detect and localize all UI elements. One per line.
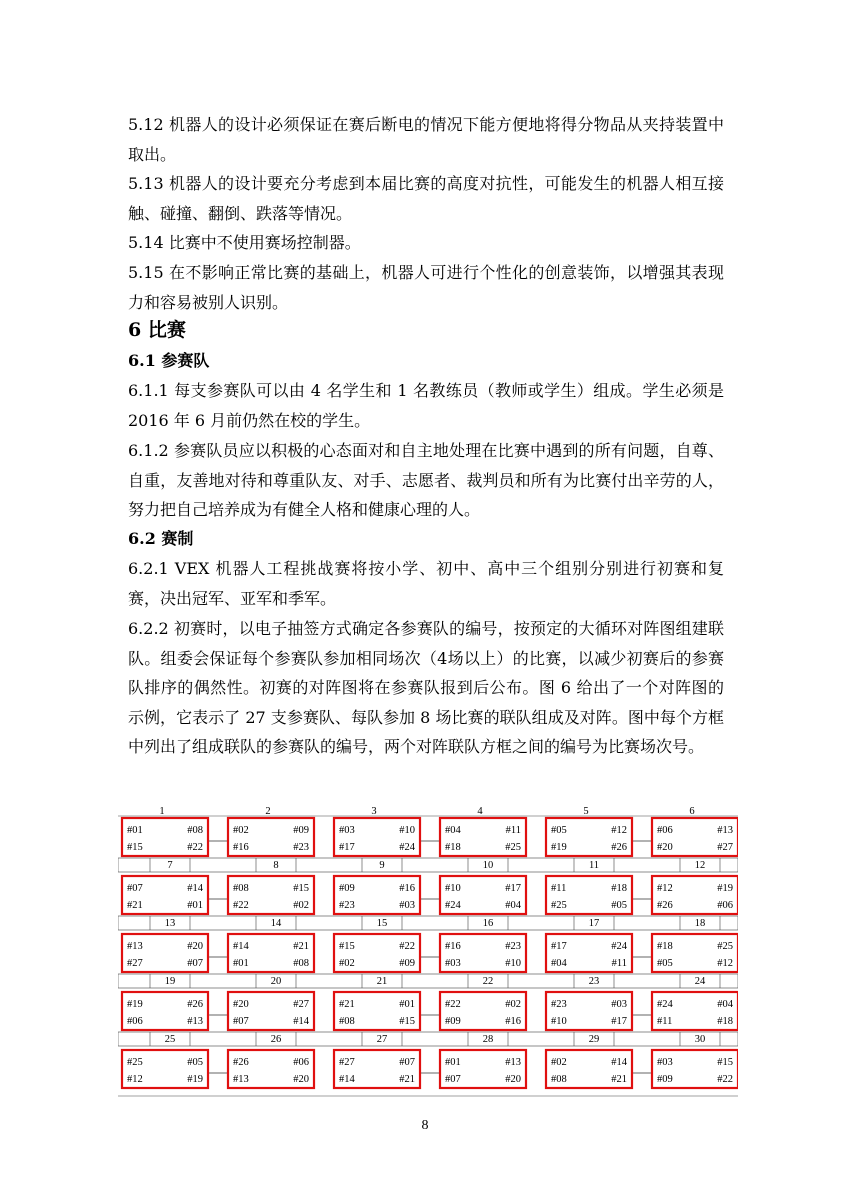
paragraph-6-2-1: 6.2.1 VEX 机器人工程挑战赛将按小学、初中、高中三个组别分别进行初赛和复赛，决出冠军、亚军和季军。: [128, 559, 724, 608]
team-id: #20: [233, 999, 249, 1010]
team-id: #22: [717, 1074, 733, 1085]
match-number-label: 5: [583, 806, 589, 817]
team-id: #02: [505, 999, 521, 1010]
team-id: #24: [657, 999, 673, 1010]
paragraph-5-13: 5.13 机器人的设计要充分考虑到本届比赛的高度对抗性，可能发生的机器人相互接触、碰撞、翻倒、跌落等情况。: [128, 174, 724, 223]
team-id: #17: [611, 1016, 627, 1027]
team-id: #22: [233, 900, 249, 911]
team-id: #19: [127, 999, 143, 1010]
team-id: #11: [611, 958, 627, 969]
team-id: #20: [187, 941, 203, 952]
match-number-label: 17: [588, 918, 600, 929]
team-id: #07: [445, 1074, 461, 1085]
subsection-title-6-2: 6.2 赛制: [128, 529, 194, 548]
match-number-label: 1: [159, 806, 165, 817]
team-id: #02: [339, 958, 355, 969]
team-id: #11: [505, 825, 521, 836]
team-id: #18: [611, 883, 627, 894]
match-number-label: 15: [376, 918, 388, 929]
team-id: #20: [505, 1074, 521, 1085]
team-id: #16: [445, 941, 461, 952]
match-number-label: 20: [270, 976, 282, 987]
match-number-label: 8: [273, 860, 279, 871]
team-id: #06: [127, 1016, 143, 1027]
team-id: #25: [505, 842, 521, 853]
team-id: #13: [233, 1074, 249, 1085]
team-id: #05: [551, 825, 567, 836]
team-id: #21: [399, 1074, 415, 1085]
page-number: 8: [421, 1118, 429, 1133]
match-number-label: 30: [694, 1034, 706, 1045]
team-id: #09: [339, 883, 355, 894]
team-id: #01: [233, 958, 249, 969]
team-id: #08: [233, 883, 249, 894]
team-id: #25: [551, 900, 567, 911]
team-id: #11: [551, 883, 567, 894]
match-number-strip: [118, 858, 738, 872]
team-id: #08: [187, 825, 203, 836]
match-number-label: 18: [694, 918, 706, 929]
match-number-label: 24: [694, 976, 706, 987]
match-number-label: 6: [689, 806, 695, 817]
team-id: #14: [339, 1074, 355, 1085]
team-id: #02: [293, 900, 309, 911]
match-number-label: 29: [588, 1034, 600, 1045]
team-id: #18: [717, 1016, 733, 1027]
match-number-label: 2: [265, 806, 271, 817]
team-id: #01: [127, 825, 143, 836]
team-id: #14: [293, 1016, 309, 1027]
team-id: #12: [717, 958, 733, 969]
team-id: #01: [187, 900, 203, 911]
team-id: #06: [293, 1057, 309, 1068]
team-id: #02: [551, 1057, 567, 1068]
team-id: #13: [187, 1016, 203, 1027]
paragraph-6-2-2: 6.2.2 初赛时，以电子抽签方式确定各参赛队的编号，按预定的大循环对阵图组建联队。组委会保证每个参赛队参加相同场次（4场以上）的比赛，以减少初赛后的参赛队排序的偶然性。初赛的对阵图将在参赛队报到后公布。图 6 给出了一个对阵图的示例，它表示了 27 支参赛队、每队参加 8 场比赛的联队组成及对阵。图中每个方框中列出了组成联队的参赛队的编号，两个对阵联队方框之间的编号为比赛场次号。: [128, 619, 724, 756]
team-id: #13: [127, 941, 143, 952]
team-id: #14: [611, 1057, 627, 1068]
team-id: #15: [127, 842, 143, 853]
match-number-label: 4: [477, 806, 483, 817]
match-number-label: 25: [164, 1034, 176, 1045]
team-id: #22: [399, 941, 415, 952]
team-id: #09: [657, 1074, 673, 1085]
team-id: #10: [445, 883, 461, 894]
match-number-label: 28: [482, 1034, 494, 1045]
match-number-label: 13: [164, 918, 176, 929]
match-number-label: 21: [376, 976, 388, 987]
team-id: #19: [717, 883, 733, 894]
team-id: #22: [187, 842, 203, 853]
team-id: #27: [339, 1057, 355, 1068]
match-number-label: 9: [379, 860, 385, 871]
team-id: #27: [127, 958, 143, 969]
team-id: #21: [611, 1074, 627, 1085]
team-id: #04: [445, 825, 461, 836]
team-id: #21: [293, 941, 309, 952]
team-id: #07: [127, 883, 143, 894]
team-id: #06: [657, 825, 673, 836]
team-id: #18: [657, 941, 673, 952]
team-id: #03: [657, 1057, 673, 1068]
team-id: #09: [445, 1016, 461, 1027]
match-number-label: 7: [167, 860, 173, 871]
team-id: #14: [233, 941, 249, 952]
team-id: #03: [339, 825, 355, 836]
team-id: #22: [445, 999, 461, 1010]
team-id: #13: [505, 1057, 521, 1068]
paragraph-5-14: 5.14 比赛中不使用赛场控制器。: [128, 233, 361, 252]
team-id: #19: [551, 842, 567, 853]
team-id: #24: [445, 900, 461, 911]
match-number-label: 3: [371, 806, 377, 817]
team-id: #05: [657, 958, 673, 969]
team-id: #14: [187, 883, 203, 894]
team-id: #26: [187, 999, 203, 1010]
team-id: #25: [127, 1057, 143, 1068]
team-id: #18: [445, 842, 461, 853]
team-id: #16: [399, 883, 415, 894]
team-id: #13: [717, 825, 733, 836]
team-id: #03: [611, 999, 627, 1010]
match-number-strip: [118, 974, 738, 988]
team-id: #26: [657, 900, 673, 911]
team-id: #10: [505, 958, 521, 969]
match-number-label: 10: [482, 860, 494, 871]
team-id: #08: [339, 1016, 355, 1027]
team-id: #10: [551, 1016, 567, 1027]
team-id: #16: [505, 1016, 521, 1027]
team-id: #20: [657, 842, 673, 853]
team-id: #25: [717, 941, 733, 952]
team-id: #15: [339, 941, 355, 952]
team-id: #06: [717, 900, 733, 911]
match-number-label: 23: [588, 976, 600, 987]
match-number-label: 16: [482, 918, 494, 929]
team-id: #07: [399, 1057, 415, 1068]
team-id: #23: [339, 900, 355, 911]
paragraph-5-15: 5.15 在不影响正常比赛的基础上，机器人可进行个性化的创意装饰，以增强其表现力和容易被别人识别。: [128, 263, 724, 312]
match-number-label: 12: [694, 860, 706, 871]
team-id: #20: [293, 1074, 309, 1085]
team-id: #24: [611, 941, 627, 952]
team-id: #23: [505, 941, 521, 952]
team-id: #26: [611, 842, 627, 853]
team-id: #23: [293, 842, 309, 853]
match-number-label: 22: [482, 976, 494, 987]
team-id: #05: [187, 1057, 203, 1068]
match-number-label: 19: [164, 976, 176, 987]
team-id: #15: [717, 1057, 733, 1068]
team-id: #16: [233, 842, 249, 853]
team-id: #01: [399, 999, 415, 1010]
team-id: #27: [717, 842, 733, 853]
team-id: #17: [505, 883, 521, 894]
team-id: #19: [187, 1074, 203, 1085]
team-id: #10: [399, 825, 415, 836]
team-id: #03: [445, 958, 461, 969]
team-id: #27: [293, 999, 309, 1010]
match-number-strip: [118, 1032, 738, 1046]
team-id: #02: [233, 825, 249, 836]
team-id: #07: [187, 958, 203, 969]
team-id: #21: [339, 999, 355, 1010]
team-id: #09: [293, 825, 309, 836]
team-id: #04: [505, 900, 521, 911]
team-id: #15: [293, 883, 309, 894]
paragraph-6-1-1: 6.1.1 每支参赛队可以由 4 名学生和 1 名教练员（教师或学生）组成。学生必须是 2016 年 6 月前仍然在校的学生。: [128, 381, 724, 430]
team-id: #21: [127, 900, 143, 911]
team-id: #07: [233, 1016, 249, 1027]
match-bracket-figure: [118, 804, 738, 1104]
team-id: #08: [293, 958, 309, 969]
team-id: #12: [611, 825, 627, 836]
team-id: #12: [127, 1074, 143, 1085]
match-number-label: 14: [270, 918, 282, 929]
team-id: #11: [657, 1016, 673, 1027]
section-title: 6 比赛: [128, 319, 186, 341]
team-id: #03: [399, 900, 415, 911]
team-id: #23: [551, 999, 567, 1010]
match-number-label: 11: [588, 860, 600, 871]
team-id: #15: [399, 1016, 415, 1027]
match-number-strip: [118, 916, 738, 930]
paragraph-5-12: 5.12 机器人的设计必须保证在赛后断电的情况下能方便地将得分物品从夹持装置中取出。: [128, 115, 724, 164]
team-id: #04: [717, 999, 733, 1010]
match-number-label: 26: [270, 1034, 282, 1045]
team-id: #01: [445, 1057, 461, 1068]
team-id: #26: [233, 1057, 249, 1068]
team-id: #09: [399, 958, 415, 969]
team-id: #17: [551, 941, 567, 952]
team-id: #04: [551, 958, 567, 969]
paragraph-6-1-2: 6.1.2 参赛队员应以积极的心态面对和自主地处理在比赛中遇到的所有问题，自尊、自重，友善地对待和尊重队友、对手、志愿者、裁判员和所有为比赛付出辛劳的人，努力把自己培养成为有健全人格和健康心理的人。: [128, 441, 724, 519]
team-id: #24: [399, 842, 415, 853]
team-id: #12: [657, 883, 673, 894]
team-id: #17: [339, 842, 355, 853]
team-id: #08: [551, 1074, 567, 1085]
match-number-label: 27: [376, 1034, 388, 1045]
subsection-title-6-1: 6.1 参赛队: [128, 351, 210, 370]
team-id: #05: [611, 900, 627, 911]
